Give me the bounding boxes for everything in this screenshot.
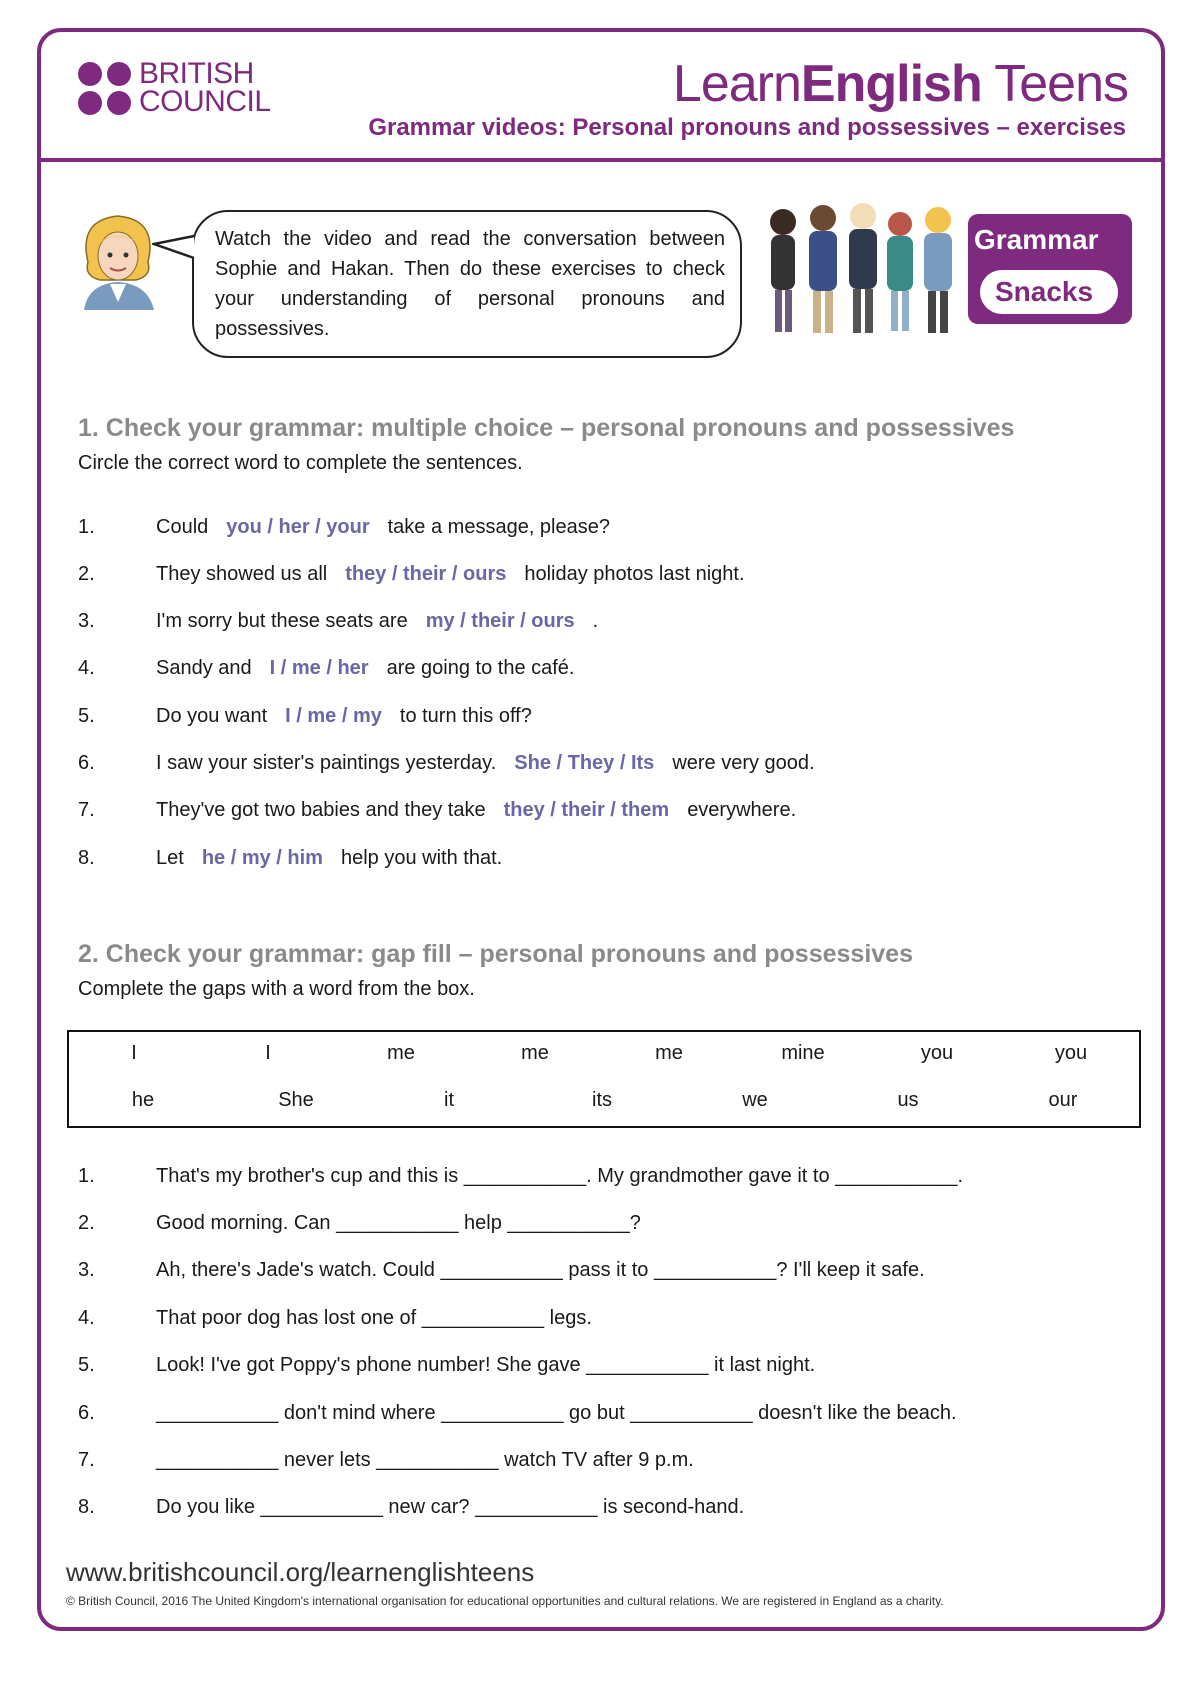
mc-options[interactable]: my / their / ours [425,610,575,632]
mc-options[interactable]: they / their / ours [345,563,507,585]
word-box-item: it [444,1089,454,1111]
footer-copyright: © British Council, 2016 The United Kingdom's international organisation for educational opportunities and cultural relations. We are registered in England as a charity. [66,1594,944,1608]
word-box-item: we [742,1089,768,1111]
word-box-item: he [131,1089,155,1111]
word-box-item: me [387,1042,415,1064]
intro-text: Watch the video and read the conversation between Sophie and Hakan. Then do these exercises to check your understanding of personal pronouns and possessives. [215,228,725,340]
section-1-heading: 1. Check your grammar: multiple choice – personal pronouns and possessives [78,414,1015,442]
word-box-item: our [1048,1089,1078,1111]
word-box-item: me [521,1042,549,1064]
word-box-item: me [655,1042,683,1064]
badge-word-snacks: Snacks [995,276,1094,307]
logo-line-1: BRITISH [139,57,254,90]
mc-options[interactable]: I / me / her [269,657,369,679]
logo-line-2: COUNCIL [139,85,271,118]
speech-bubble-tail-icon [152,232,196,262]
mc-options[interactable]: he / my / him [201,847,323,869]
sophie-avatar-icon [74,210,162,310]
british-council-logo [78,57,271,118]
mc-options[interactable]: they / their / them [503,799,670,821]
word-box-item: She [278,1089,314,1111]
word-box-item: you [920,1042,954,1064]
mc-options[interactable]: I / me / my [285,705,382,727]
teens-group-illustration-icon [763,200,973,340]
section-2-instruction: Complete the gaps with a word from the box. [78,978,475,1000]
header-divider [37,158,1165,162]
word-box [67,1030,1141,1128]
word-box-item: I [265,1042,271,1064]
word-box-item: mine [781,1042,825,1064]
section-2-heading: 2. Check your grammar: gap fill – personal pronouns and possessives [78,940,913,968]
page-title: Grammar videos: Personal pronouns and possessives – exercises [368,114,1126,141]
word-box-item: I [131,1042,137,1064]
word-box-item: us [897,1089,919,1111]
british-council-dots-icon [78,62,131,115]
badge-word-grammar: Grammar [974,224,1099,255]
section-1-instruction: Circle the correct word to complete the sentences. [78,452,523,474]
learnenglish-teens-title: LearnEnglish Teens [672,55,1128,113]
word-box-item: its [592,1089,612,1111]
footer-url-link[interactable]: www.britishcouncil.org/learnenglishteens [66,1557,535,1587]
word-box-item: you [1054,1042,1088,1064]
mc-options[interactable]: you / her / your [226,516,370,538]
mc-options[interactable]: She / They / Its [514,752,655,774]
